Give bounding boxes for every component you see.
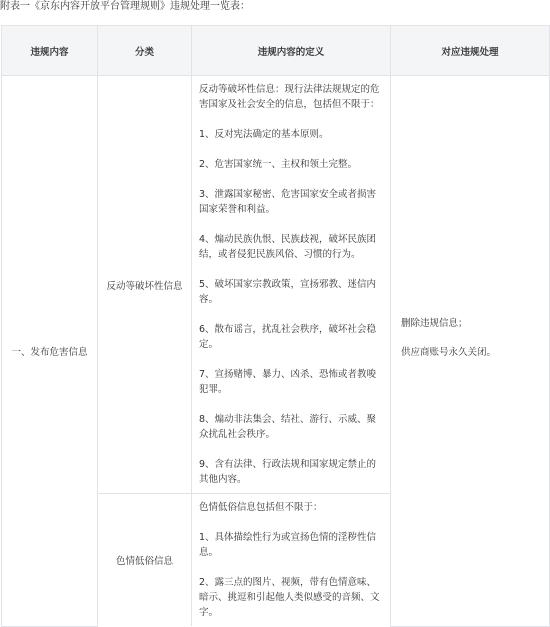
table-header-row [2, 26, 550, 76]
category-group-cell: 一、发布危害信息 [2, 76, 98, 627]
definition-item: 2、露三点的图片、视频，带有色情意味、暗示、挑逗和引起他人类似感受的音频、文字。 [199, 577, 380, 618]
definition-item: 1、反对宪法确定的基本原则。 [199, 129, 329, 140]
header-definition: 违规内容的定义 [192, 26, 391, 76]
definition-item: 6、散布谣言，扰乱社会秩序，破坏社会稳定。 [199, 324, 377, 350]
definition-cell [192, 494, 391, 627]
definition-item: 9、含有法律、行政法规和国家规定禁止的其他内容。 [199, 459, 377, 485]
definition-item: 8、煽动非法集会、结社、游行、示威、聚众扰乱社会秩序。 [199, 414, 377, 440]
penalty-line: 删除违规信息； [401, 318, 468, 329]
definition-item: 7、宣扬赌博、暴力、凶杀、恐怖或者教唆犯罪。 [199, 369, 377, 395]
definition-item: 2、危害国家统一、主权和领土完整。 [199, 159, 358, 170]
violation-table [1, 25, 550, 627]
definition-cell [192, 76, 391, 494]
category-cell: 色情低俗信息 [98, 494, 192, 627]
table-row [2, 76, 550, 494]
header-violation-content: 违规内容 [2, 26, 98, 76]
penalty-cell [391, 76, 550, 627]
header-category: 分类 [98, 26, 192, 76]
header-penalty: 对应违规处理 [391, 26, 550, 76]
definition-item: 1、具体描绘性行为或宣扬色情的淫秽性信息。 [199, 532, 377, 558]
category-cell: 反动等破坏性信息 [98, 76, 192, 494]
definition-item: 3、泄露国家秘密、危害国家安全或者损害国家荣誉和利益。 [199, 189, 377, 215]
definition-item: 4、煽动民族仇恨、民族歧视，破坏民族团结，或者侵犯民族风俗、习惯的行为。 [199, 234, 377, 260]
definition-lead: 色情低俗信息包括但不限于： [199, 502, 323, 513]
penalty-line: 供应商账号永久关闭。 [401, 347, 497, 358]
table-caption: 附表一《京东内容开放平台管理规则》违规处理一览表： [0, 1, 250, 12]
definition-lead: 反动等破坏性信息：现行法律法规规定的危害国家及社会安全的信息，包括但不限于： [199, 84, 380, 110]
definition-item: 5、破坏国家宗教政策，宣扬邪教、迷信内容。 [199, 279, 377, 305]
